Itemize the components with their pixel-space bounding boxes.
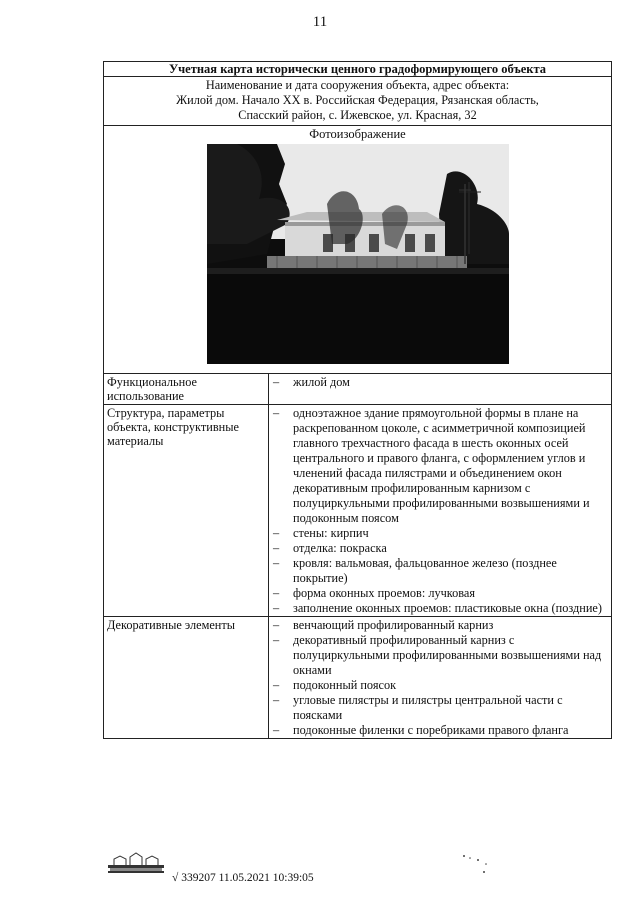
list-item: – одноэтажное здание прямоугольной формы в плане на раскрепованном цоколе, с асимметричной композицией главного трехчастного фасада в шесть оконных осей центрального и правого флангa, с оформлением углов и членений фасада пилястрами и объединением окон декоративным профилированным карнизом с полуциркульными профилированными возвышениями и подоконным поясом xyxy=(273,406,608,526)
row-items-structure xyxy=(269,405,612,617)
page-number: 11 xyxy=(312,14,328,30)
photo-label: Фотоизображение xyxy=(309,127,406,141)
list-item: – подоконный поясок xyxy=(273,678,608,693)
list-item: – кровля: вальмовая, фальцованное железо (позднее покрытие) xyxy=(273,556,608,586)
list-item: – угловые пилястры и пилястры центральной части с поясками xyxy=(273,693,608,723)
object-address: Спасский район, с. Ижевское, ул. Красная, 32 xyxy=(238,108,477,122)
checkmark-icon: √ xyxy=(172,872,179,884)
object-name-line-1: Жилой дом. Начало XX в. Российская Федерация, Рязанская область, xyxy=(176,93,539,107)
object-name-cell xyxy=(104,77,612,126)
list-item: – отделка: покраска xyxy=(273,541,608,556)
list-item: – жилой дом xyxy=(273,375,608,390)
row-label-structure: Структура, параметры объекта, конструктивные материалы xyxy=(104,405,269,617)
registry-stamp-icon xyxy=(106,851,166,877)
registration-number: 339207 11.05.2021 10:39:05 xyxy=(181,872,314,884)
list-item: – декоративный профилированный карниз с полуциркульными профилированными возвышениями над окнами xyxy=(273,633,608,678)
registration-card xyxy=(103,61,612,739)
registration-stamp xyxy=(172,872,314,884)
list-item: – форма оконных проемов: лучковая xyxy=(273,586,608,601)
scan-speck-mark xyxy=(458,850,498,880)
row-items-function xyxy=(269,374,612,405)
card-title: Учетная карта исторически ценного градоформирующего объекта xyxy=(104,62,612,77)
list-item: – заполнение оконных проемов: пластиковые окна (поздние) xyxy=(273,601,608,616)
list-item: – стены: кирпич xyxy=(273,526,608,541)
list-item: – подоконные филенки с поребриками правого фланга xyxy=(273,723,608,738)
object-name-header: Наименование и дата сооружения объекта, адрес объекта: xyxy=(205,78,510,92)
photo-cell xyxy=(104,126,612,374)
house-photo xyxy=(207,144,509,364)
row-label-decor: Декоративные элементы xyxy=(104,617,269,739)
row-label-function: Функциональное использование xyxy=(104,374,269,405)
list-item: – венчающий профилированный карниз xyxy=(273,618,608,633)
row-items-decor xyxy=(269,617,612,739)
